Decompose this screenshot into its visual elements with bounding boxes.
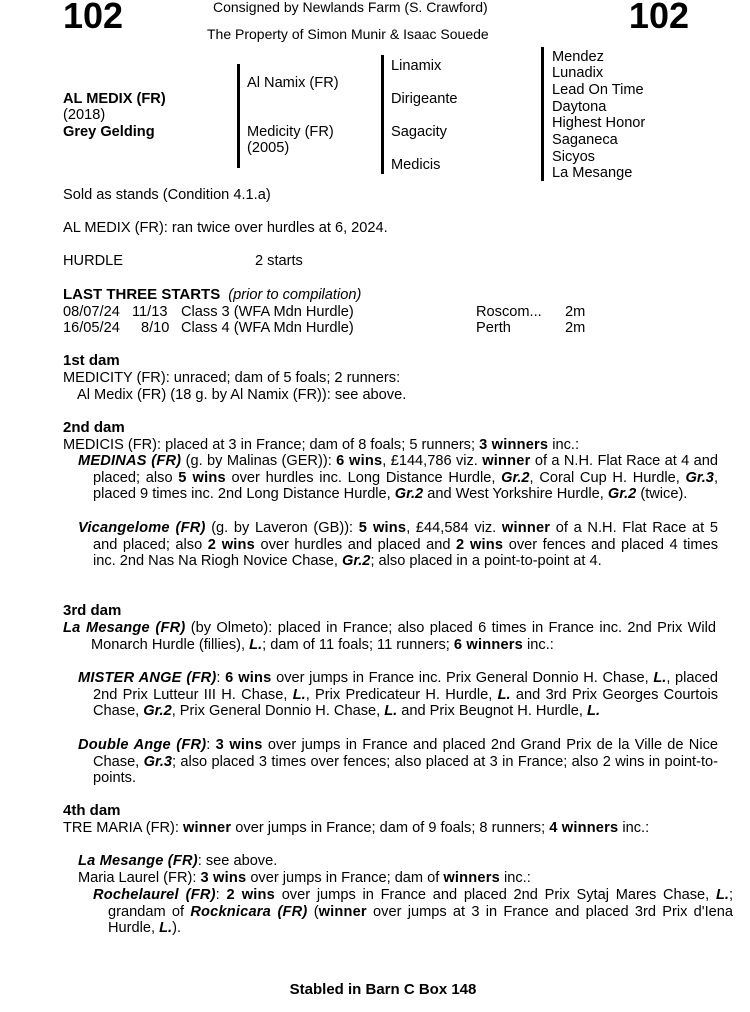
dam2-medinas: MEDINAS (FR) (g. by Malinas (GER)): 6 wins, £144,786 viz. winner of a N.H. Flat Race at 4 and placed; also 5 wins over hurdles inc. Long Distance Hurdle, Gr.2, Coral Cup H. Hurdle, Gr.3, placed 9 times inc. 2nd Long Distance Hurdle, Gr.2 and West Yorkshire Hurdle, Gr.2 (twice). <box>78 453 718 503</box>
g3-6: Saganeca <box>552 132 618 148</box>
dam1-line1: MEDICITY (FR): unraced; dam of 5 foals; 2 runners: <box>63 370 401 386</box>
consignor: Consigned by Newlands Farm (S. Crawford) <box>213 0 488 15</box>
dam-dam: Medicis <box>391 157 441 173</box>
start-pos: 11/13 <box>132 304 168 320</box>
start-course: Perth <box>476 320 511 336</box>
dam4-heading: 4th dam <box>63 802 121 819</box>
pedigree-bracket-3 <box>541 47 544 181</box>
racing-summary: AL MEDIX (FR): ran twice over hurdles at 6, 2024. <box>63 220 388 236</box>
last-starts-heading: LAST THREE STARTS (prior to compilation) <box>63 286 362 303</box>
dam2-intro: MEDICIS (FR): placed at 3 in France; dam of 8 foals; 5 runners; 3 winners inc.: <box>63 437 580 453</box>
horse-description: Grey Gelding <box>63 124 155 140</box>
g3-7: Sicyos <box>552 149 595 165</box>
g3-5: Highest Honor <box>552 115 646 131</box>
record-value: 2 starts <box>255 253 303 269</box>
start-dist: 2m <box>565 320 586 336</box>
g3-4: Daytona <box>552 99 607 115</box>
record-label: HURDLE <box>63 253 124 269</box>
pedigree-bracket-2 <box>381 55 384 174</box>
dam2-vicangelome: Vicangelome (FR) (g. by Laveron (GB)): 5 wins, £44,584 viz. winner of a N.H. Flat Race at 5 and placed; also 2 wins over hurdles and placed and 2 wins over fences and placed 4 times inc. 2nd Nas Na Riogh Novice Chase, Gr.2; also placed in a point-to-point at 4. <box>78 520 718 570</box>
sold-line: Sold as stands (Condition 4.1.a) <box>63 187 271 203</box>
dam2-heading: 2nd dam <box>63 419 125 436</box>
g3-2: Lunadix <box>552 65 604 81</box>
start-course: Roscom... <box>476 304 542 320</box>
dam-sire: Sagacity <box>391 124 447 140</box>
horse-name: AL MEDIX (FR) <box>63 91 166 107</box>
stabling-footer: Stabled in Barn C Box 148 <box>289 981 477 998</box>
lot-number-left: 102 <box>63 0 124 36</box>
start-row: 08/07/24 <box>63 304 120 320</box>
pedigree-bracket-1 <box>237 64 240 168</box>
dam3-double-ange: Double Ange (FR): 3 wins over jumps in France and placed 2nd Grand Prix de la Ville de Nice Chase, Gr.3; also placed 3 times over fences; also placed at 3 in France; also 2 wins in point-to-points. <box>78 737 719 787</box>
dam3-heading: 3rd dam <box>63 602 122 619</box>
dam: Medicity (FR) <box>247 124 334 140</box>
dam1-line2: Al Medix (FR) (18 g. by Al Namix (FR)): see above. <box>77 387 407 403</box>
horse-year: (2018) <box>63 107 106 123</box>
sire-sire: Linamix <box>391 58 442 74</box>
dam-year: (2005) <box>247 140 290 156</box>
lot-number-right: 102 <box>628 0 689 36</box>
dam3-mister-ange: MISTER ANGE (FR): 6 wins over jumps in France inc. Prix General Donnio H. Chase, L., placed 2nd Prix Lutteur III H. Chase, L., Prix Predicateur H. Hurdle, L. and 3rd Prix Georges Courtois Chase, Gr.2, Prix General Donnio H. Chase, L. and Prix Beugnot H. Hurdle, L. <box>78 670 718 720</box>
sire: Al Namix (FR) <box>247 75 339 91</box>
start-pos: 8/10 <box>141 320 170 336</box>
g3-8: La Mesange <box>552 165 633 181</box>
start-race: Class 4 (WFA Mdn Hurdle) <box>181 320 354 336</box>
start-row: 16/05/24 <box>63 320 120 336</box>
dam4-rochelaurel: Rochelaurel (FR): 2 wins over jumps in France and placed 2nd Prix Sytaj Mares Chase, L.; grandam of Rocknicara (FR) (winner over jumps at 3 in France and placed 3rd Prix d'Iena Hurdle, L.). <box>93 887 734 937</box>
dam4-maria-laurel: Maria Laurel (FR): 3 wins over jumps in France; dam of winners inc.: <box>78 870 531 886</box>
sire-dam: Dirigeante <box>391 91 458 107</box>
g3-3: Lead On Time <box>552 82 644 98</box>
dam4-la-mesange: La Mesange (FR): see above. <box>78 853 278 869</box>
dam4-tre-maria: TRE MARIA (FR): winner over jumps in France; dam of 9 foals; 8 runners; 4 winners inc.: <box>63 820 650 836</box>
dam3-la-mesange: La Mesange (FR) (by Olmeto): placed in France; also placed 6 times in France inc. 2nd Prix Wild Monarch Hurdle (fillies), L.; dam of 11 foals; 11 runners; 6 winners inc.: <box>63 620 716 653</box>
start-race: Class 3 (WFA Mdn Hurdle) <box>181 304 354 320</box>
g3-1: Mendez <box>552 49 604 65</box>
start-dist: 2m <box>565 304 586 320</box>
dam1-heading: 1st dam <box>63 352 120 369</box>
owner: The Property of Simon Munir & Isaac Souede <box>207 26 489 42</box>
